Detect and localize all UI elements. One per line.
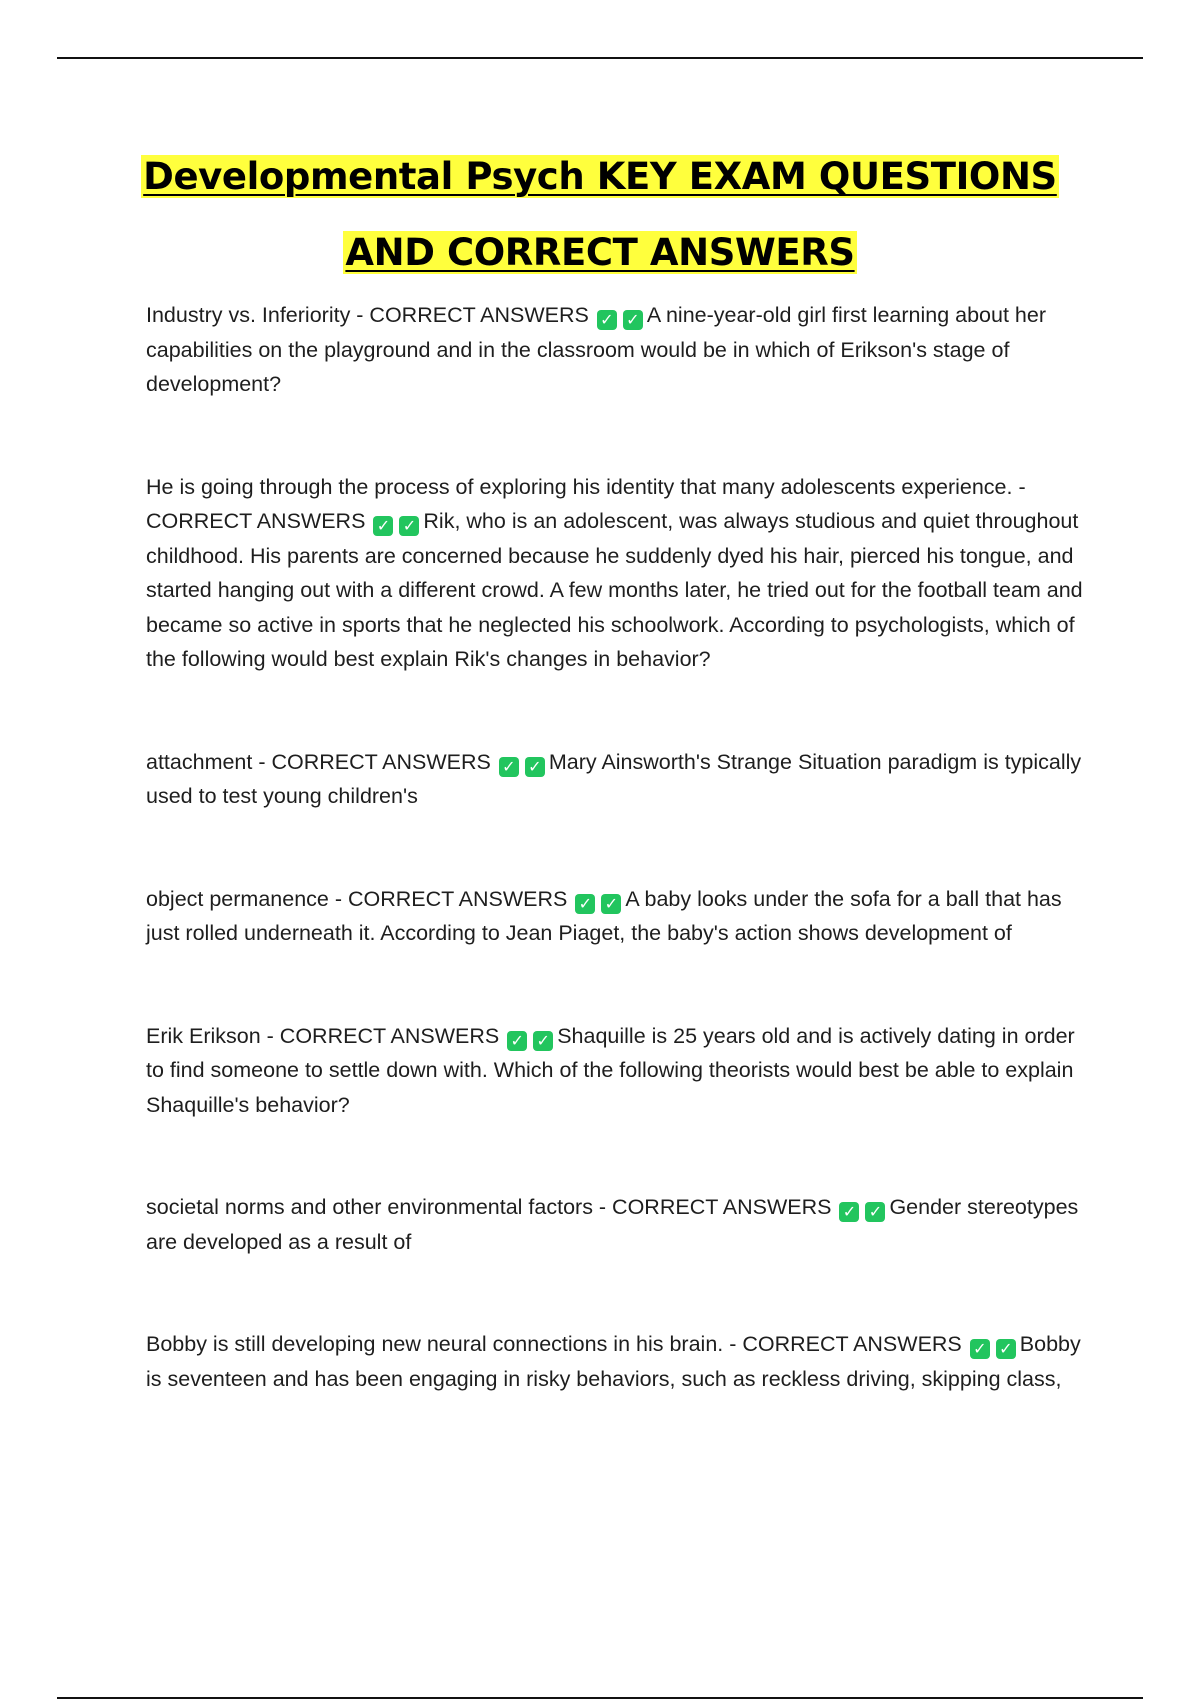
question-text: Gender stereotypes are developed as a result of <box>146 1195 1079 1254</box>
check-mark-icon: ✓ <box>507 1031 527 1051</box>
check-mark-icon: ✓ <box>575 894 595 914</box>
check-mark-icon: ✓ <box>601 894 621 914</box>
qa-item <box>146 298 1091 402</box>
document-title: Developmental Psych KEY EXAM QUESTIONS AND CORRECT ANSWERS <box>143 155 1057 274</box>
check-mark-icon: ✓ <box>525 757 545 777</box>
answer-text: Bobby is still developing new neural connections in his brain. - CORRECT ANSWERS <box>146 1332 962 1356</box>
qa-item <box>146 882 1091 951</box>
answer-text: He is going through the process of exploring his identity that many adolescents experience. - CORRECT ANSWERS <box>146 474 1026 533</box>
qa-list <box>146 298 1091 1464</box>
check-mark-icon: ✓ <box>996 1339 1016 1359</box>
check-mark-icon: ✓ <box>373 516 393 536</box>
question-text: Bobby is seventeen and has been engaging in risky behaviors, such as reckless driving, skipping class, <box>146 1332 1081 1391</box>
answer-text: object permanence - CORRECT ANSWERS <box>146 886 568 911</box>
question-text: A baby looks under the sofa for a ball that has just rolled underneath it. According to Jean Piaget, the baby's action shows development of <box>146 886 1062 945</box>
question-text: A nine-year-old girl first learning about her capabilities on the playground and in the classroom would be in which of Erikson's stage of development? <box>146 303 1046 396</box>
qa-item <box>146 1019 1091 1123</box>
question-text: Mary Ainsworth's Strange Situation paradigm is typically used to test young children's <box>146 749 1082 808</box>
answer-text: Industry vs. Inferiority - CORRECT ANSWERS <box>146 303 589 327</box>
check-mark-icon: ✓ <box>839 1202 859 1222</box>
answer-text: attachment - CORRECT ANSWERS <box>146 749 491 774</box>
check-mark-icon: ✓ <box>970 1339 990 1359</box>
answer-text: Erik Erikson - CORRECT ANSWERS <box>146 1023 500 1048</box>
qa-item <box>146 470 1091 677</box>
qa-item <box>146 1327 1091 1396</box>
check-mark-icon: ✓ <box>499 757 519 777</box>
check-mark-icon: ✓ <box>623 310 643 330</box>
document-title-block <box>100 143 1100 295</box>
check-mark-icon: ✓ <box>533 1031 553 1051</box>
question-text: Rik, who is an adolescent, was always studious and quiet throughout childhood. His parents are concerned because he suddenly dyed his hair, pierced his tongue, and started hanging out with a different crowd. A few months later, he tried out for the football team and became so active in sports that he neglected his schoolwork. According to psychologists, which of the following would best explain Rik's changes in behavior? <box>146 509 1083 671</box>
bottom-divider <box>57 1697 1143 1699</box>
top-divider <box>57 57 1143 59</box>
question-text: Shaquille is 25 years old and is actively dating in order to find someone to settle down with. Which of the following theorists would best be able to explain Shaquille's behavior? <box>146 1023 1075 1117</box>
check-mark-icon: ✓ <box>399 516 419 536</box>
check-mark-icon: ✓ <box>865 1202 885 1222</box>
qa-item <box>146 1190 1091 1259</box>
answer-text: societal norms and other environmental factors - CORRECT ANSWERS <box>146 1195 832 1219</box>
check-mark-icon: ✓ <box>597 310 617 330</box>
qa-item <box>146 745 1091 814</box>
